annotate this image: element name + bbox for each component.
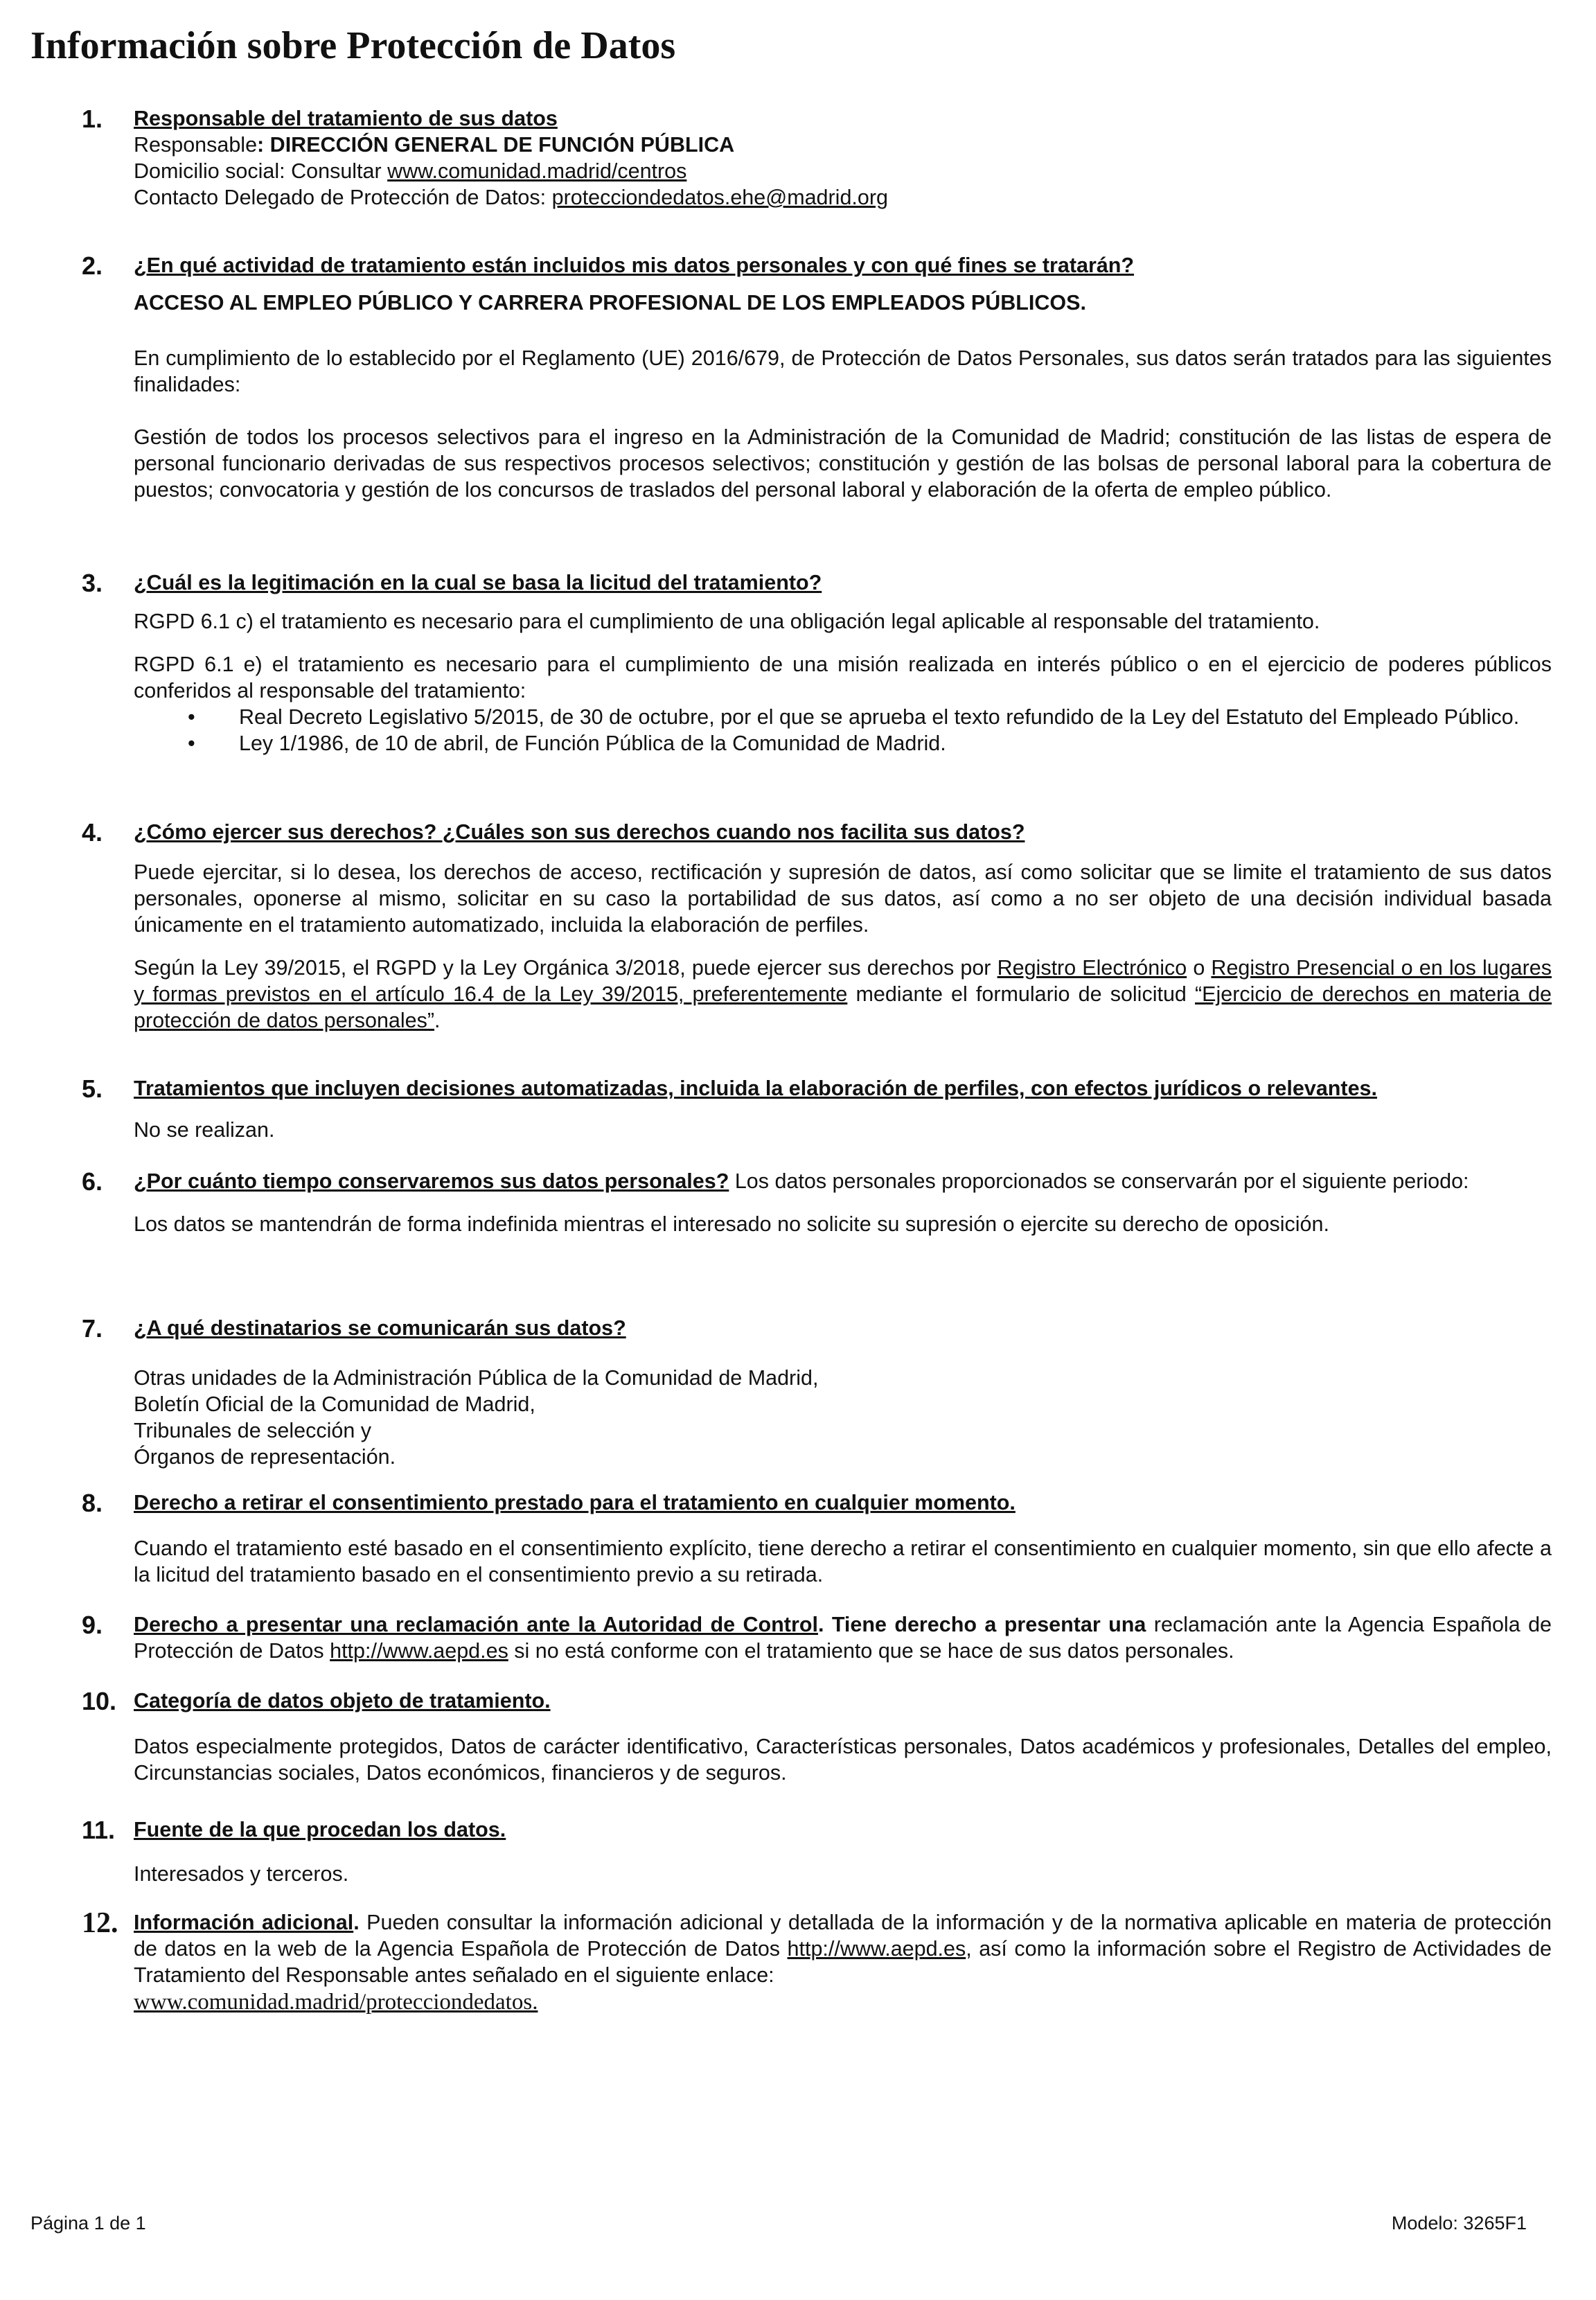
retention-heading: ¿Por cuánto tiempo conservaremos sus datos personales? Los datos personales proporcionados se conservarán por el siguiente periodo: <box>134 1169 1469 1193</box>
section-number: 6. <box>82 1167 103 1196</box>
section-number: 5. <box>82 1074 103 1103</box>
section-number: 8. <box>82 1489 103 1517</box>
section-number: 10. <box>82 1687 117 1715</box>
registro-presencial-link[interactable]: Registro Presencial o en los lugares y formas previstos en el artículo 16.4 de la Ley 39/2015, preferentemente <box>134 956 1552 1006</box>
responsable-line <box>134 132 1552 158</box>
section-number: 11. <box>82 1816 116 1844</box>
list-item: Otras unidades de la Administración Pública de la Comunidad de Madrid, <box>134 1366 819 1390</box>
section-content <box>134 1168 1552 1237</box>
paragraph: En cumplimiento de lo establecido por el Reglamento (UE) 2016/679, de Protección de Datos Personales, sus datos serán tratados para las siguientes finalidades: <box>134 346 1552 396</box>
centros-link[interactable]: www.comunidad.madrid/centros <box>387 159 687 183</box>
paragraph: No se realizan. <box>134 1118 275 1142</box>
paragraph: Interesados y terceros. <box>134 1862 349 1886</box>
section-heading: ¿Cuál es la legitimación en la cual se basa la licitud del tratamiento? <box>134 571 822 594</box>
aepd-link[interactable]: http://www.aepd.es <box>330 1639 508 1663</box>
registro-electronico-link[interactable]: Registro Electrónico <box>997 956 1187 980</box>
rights-paragraph: Según la Ley 39/2015, el RGPD y la Ley Orgánica 3/2018, puede ejercer sus derechos por Registro Electrónico o Registro Presencial o en los lugares y formas previstos en el artículo 16.4 de la Ley 39/2015, preferentemente mediante el formulario de solicitud “Ejercicio de derechos en materia de protección de datos personales”. <box>134 956 1552 1032</box>
bullet-icon: • <box>188 705 195 729</box>
domicilio-label: Domicilio social: Consultar <box>134 159 388 183</box>
dpo-email-link[interactable]: protecciondedatos.ehe@madrid.org <box>551 186 888 209</box>
section-heading: ¿A qué destinatarios se comunicarán sus datos? <box>134 1316 626 1340</box>
section-content <box>134 1611 1552 1664</box>
complaint-paragraph: Derecho a presentar una reclamación ante la Autoridad de Control. Tiene derecho a presentar una reclamación ante la Agencia Española de Protección de Datos http://www.aepd.es si no está conforme con el tratamiento que se hace de sus datos personales. <box>134 1613 1552 1663</box>
section-number: 1. <box>82 105 103 133</box>
section-number: 2. <box>82 251 103 280</box>
paragraph: Cuando el tratamiento esté basado en el consentimiento explícito, tiene derecho a retirar el consentimiento en cualquier momento, sin que ello afecte a la licitud del tratamiento basado en el consentimiento previo a su retirada. <box>134 1537 1552 1586</box>
contacto-label: Contacto Delegado de Protección de Datos: <box>134 186 552 209</box>
section-heading: Categoría de datos objeto de tratamiento. <box>134 1689 551 1713</box>
contacto-line <box>134 184 1552 211</box>
section-heading: Fuente de la que procedan los datos. <box>134 1818 506 1841</box>
section-number: 4. <box>82 818 103 847</box>
registro-actividades-line <box>134 1988 1552 2016</box>
responsable-value: : DIRECCIÓN GENERAL DE FUNCIÓN PÚBLICA <box>257 133 735 157</box>
section-content <box>134 1909 1552 2016</box>
section-heading: Derecho a presentar una reclamación ante la Autoridad de Control <box>134 1613 818 1636</box>
section-number: 7. <box>82 1314 103 1343</box>
list-item: • Real Decreto Legislativo 5/2015, de 30 de octubre, por el que se aprueba el texto refundido de la Ley del Estatuto del Empleado Público. <box>188 705 1520 729</box>
section-heading: ¿Cómo ejercer sus derechos? ¿Cuáles son sus derechos cuando nos facilita sus datos? <box>134 820 1025 844</box>
section-content <box>134 1816 1552 1887</box>
domicilio-line <box>134 158 1552 184</box>
section-number: 9. <box>82 1611 103 1639</box>
paragraph: Datos especialmente protegidos, Datos de carácter identificativo, Características personales, Datos académicos y profesionales, Detalles del empleo, Circunstancias sociales, Datos económicos, financieros y de seguros. <box>134 1735 1552 1785</box>
section-content <box>134 1489 1552 1588</box>
section-content <box>134 252 1552 503</box>
section-heading: Derecho a retirar el consentimiento prestado para el tratamiento en cualquier momento. <box>134 1491 1016 1514</box>
section-heading: Información adicional <box>134 1911 354 1934</box>
paragraph: Gestión de todos los procesos selectivos para el ingreso en la Administración de la Comunidad de Madrid; constitución de las listas de espera de personal funcionario derivadas de sus respectivos procesos selectivos; constitución y gestión de las bolsas de personal laboral para la cobertura de puestos; convocatoria y gestión de los concursos de traslados del personal laboral y elaboración de la oferta de empleo público. <box>134 425 1552 502</box>
page-title: Información sobre Protección de Datos <box>30 24 676 67</box>
recipients-list <box>134 1365 1552 1470</box>
section-heading: Responsable del tratamiento de sus datos <box>134 107 558 130</box>
section-content <box>134 819 1552 1034</box>
section-heading: Tratamientos que incluyen decisiones automatizadas, incluida la elaboración de perfiles, con efectos jurídicos o relevantes. <box>134 1077 1377 1100</box>
paragraph: Puede ejercitar, si lo desea, los derechos de acceso, rectificación y supresión de datos, así como solicitar que se limite el tratamiento de sus datos personales, oponerse al mismo, solicitar en su caso la portabilidad de sus datos, así como a no ser objeto de una decisión individual basada únicamente en el tratamiento automatizado, incluida la elaboración de perfiles. <box>134 860 1552 937</box>
legal-basis-list <box>134 704 1552 757</box>
section-content <box>134 569 1552 757</box>
activity-name: ACCESO AL EMPLEO PÚBLICO Y CARRERA PROFESIONAL DE LOS EMPLEADOS PÚBLICOS. <box>134 291 1086 315</box>
responsable-label: Responsable <box>134 133 258 157</box>
section-number: 12. <box>82 1907 118 1939</box>
section-number: 3. <box>82 569 103 597</box>
section-content <box>134 1075 1552 1143</box>
list-item: Órganos de representación. <box>134 1445 396 1469</box>
section-content <box>134 105 1552 211</box>
section-content <box>134 1315 1552 1470</box>
paragraph: Los datos se mantendrán de forma indefinida mientras el interesado no solicite su supresión o ejercite su derecho de oposición. <box>134 1212 1329 1236</box>
section-heading: ¿En qué actividad de tratamiento están incluidos mis datos personales y con qué fines se tratarán? <box>134 254 1135 277</box>
bullet-icon: • <box>188 732 195 755</box>
list-item: Boletín Oficial de la Comunidad de Madrid, <box>134 1392 535 1416</box>
paragraph: RGPD 6.1 e) el tratamiento es necesario para el cumplimiento de una misión realizada en interés público o en el ejercicio de poderes públicos conferidos al responsable del tratamiento: <box>134 653 1552 702</box>
aepd-link[interactable]: http://www.aepd.es <box>787 1937 966 1961</box>
list-item: • Ley 1/1986, de 10 de abril, de Función Pública de la Comunidad de Madrid. <box>188 732 946 755</box>
list-item: Tribunales de selección y <box>134 1419 372 1442</box>
model-code: Modelo: 3265F1 <box>1391 2213 1527 2233</box>
paragraph: RGPD 6.1 c) el tratamiento es necesario para el cumplimiento de una obligación legal aplicable al responsable del tratamiento. <box>134 610 1320 633</box>
section-heading: ¿Por cuánto tiempo conservaremos sus datos personales? <box>134 1169 729 1193</box>
proteccion-datos-link[interactable]: www.comunidad.madrid/protecciondedatos. <box>134 1990 538 2015</box>
page-number: Página 1 de 1 <box>30 2213 146 2233</box>
section-content <box>134 1688 1552 1786</box>
additional-info-paragraph: Información adicional. Pueden consultar la información adicional y detallada de la información y de la normativa aplicable en materia de protección de datos en la web de la Agencia Española de Protección de Datos http://www.aepd.es, así como la información sobre el Registro de Actividades de Tratamiento del Responsable antes señalado en el siguiente enlace: <box>134 1911 1552 1987</box>
rights-form-link[interactable]: “Ejercicio de derechos en materia de protección de datos personales” <box>134 982 1552 1032</box>
